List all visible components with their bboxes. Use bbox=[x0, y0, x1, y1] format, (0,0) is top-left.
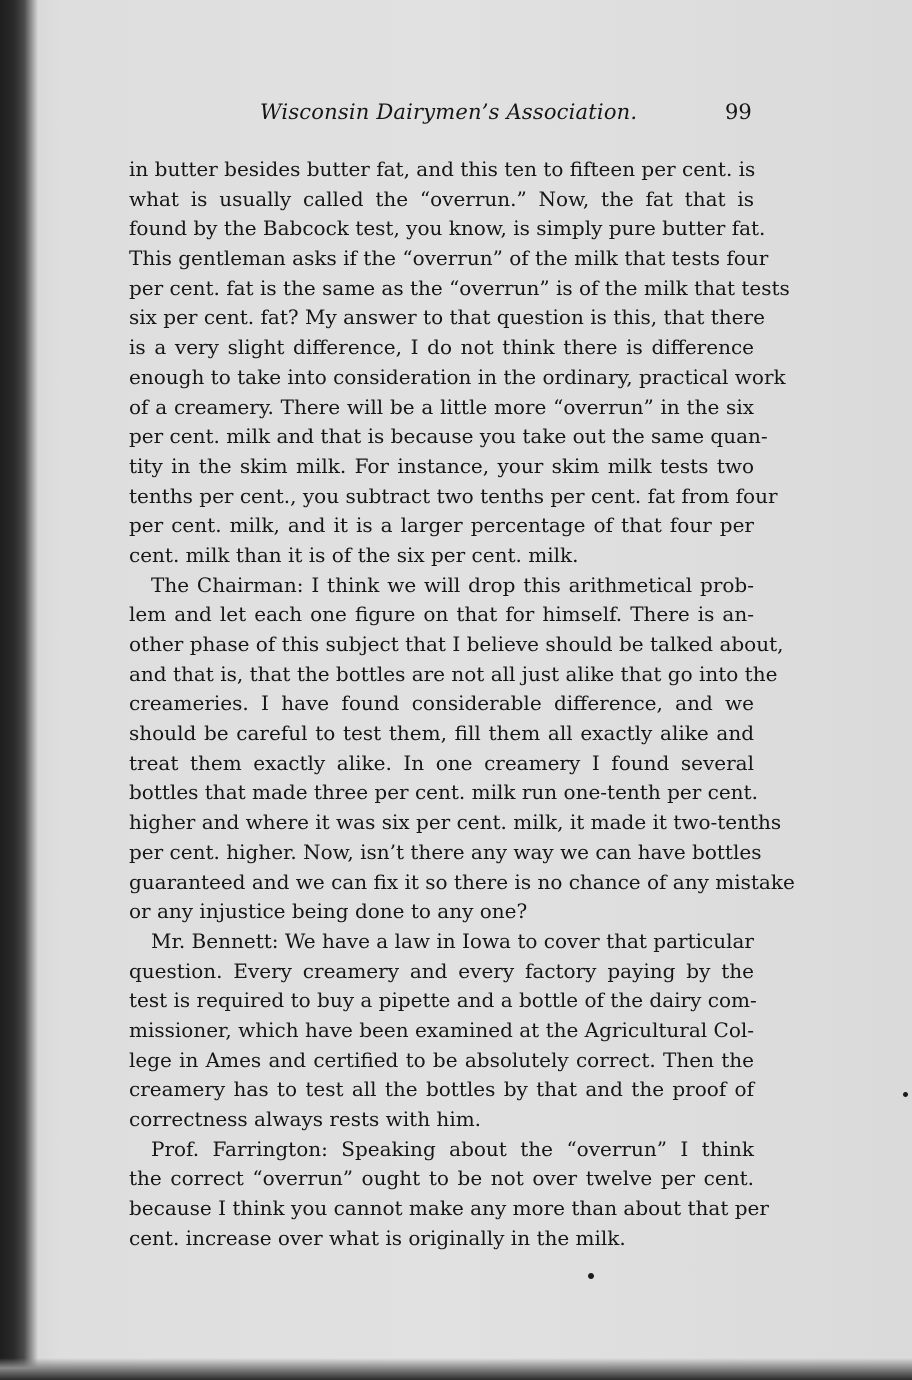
text-line: guaranteed and we can fix it so there is no chance of any mistake bbox=[129, 869, 795, 894]
text-line: because I think you cannot make any more than about that per bbox=[129, 1196, 769, 1221]
text-line: per cent. higher. Now, isn’t there any way we can have bottles bbox=[129, 839, 762, 864]
text-line: correctness always rests with him. bbox=[129, 1107, 482, 1131]
text-line: found by the Babcock test, you know, is simply pure butter fat. bbox=[129, 216, 766, 241]
text-line: This gentleman asks if the “overrun” of the milk that tests four bbox=[129, 246, 769, 271]
paragraph bbox=[129, 155, 790, 571]
text-line: the correct “overrun” ought to be not over twelve per cent. bbox=[129, 1166, 754, 1191]
paragraph bbox=[129, 927, 757, 1135]
text-line: Prof. Farrington: Speaking about the “overrun” I think bbox=[151, 1136, 754, 1161]
ink-speck bbox=[588, 1273, 594, 1279]
text-line: question. Every creamery and every factory paying by the bbox=[129, 958, 754, 983]
text-line: per cent. fat is the same as the “overrun” is of the milk that tests bbox=[129, 275, 790, 300]
book-binding-shadow bbox=[0, 0, 38, 1380]
text-line: lem and let each one figure on that for himself. There is an- bbox=[129, 602, 754, 627]
text-line: cent. milk than it is of the six per cent. milk. bbox=[129, 542, 579, 567]
text-line: per cent. milk, and it is a larger percentage of that four per bbox=[129, 513, 754, 538]
text-line: creamery has to test all the bottles by that and the proof of bbox=[129, 1077, 754, 1102]
page-bottom-edge bbox=[0, 1358, 912, 1380]
text-line: The Chairman: I think we will drop this arithmetical prob- bbox=[151, 572, 754, 597]
text-line: in butter besides butter fat, and this ten to fifteen per cent. is bbox=[129, 157, 756, 181]
text-line: of a creamery. There will be a little more “overrun” in the six bbox=[129, 394, 754, 419]
text-line: and that is, that the bottles are not all just alike that go into the bbox=[129, 661, 778, 686]
text-line: test is required to buy a pipette and a bottle of the dairy com- bbox=[129, 988, 757, 1013]
text-line: tity in the skim milk. For instance, your skim milk tests two bbox=[129, 453, 754, 478]
text-line: enough to take into consideration in the ordinary, practical work bbox=[129, 364, 786, 389]
text-line: bottles that made three per cent. milk run one-tenth per cent. bbox=[129, 780, 758, 805]
page-number: 99 bbox=[725, 100, 752, 124]
text-line: should be careful to test them, fill them all exactly alike and bbox=[129, 721, 754, 746]
text-line: per cent. milk and that is because you take out the same quan- bbox=[129, 424, 768, 449]
text-line: higher and where it was six per cent. milk, it made it two-tenths bbox=[129, 810, 782, 835]
ink-speck bbox=[903, 1092, 908, 1097]
paragraph bbox=[129, 1135, 769, 1254]
text-line: lege in Ames and certified to be absolutely correct. Then the bbox=[129, 1047, 754, 1072]
body-text bbox=[129, 155, 795, 1253]
text-line: creameries. I have found considerable difference, and we bbox=[129, 691, 754, 716]
text-line: treat them exactly alike. In one creamery I found several bbox=[129, 750, 754, 775]
paragraph bbox=[129, 571, 795, 927]
text-line: cent. increase over what is originally in the milk. bbox=[129, 1225, 626, 1250]
text-line: six per cent. fat? My answer to that question is this, that there bbox=[129, 305, 765, 330]
text-line: what is usually called the “overrun.” Now, the fat that is bbox=[129, 186, 754, 211]
text-line: other phase of this subject that I believe should be talked about, bbox=[129, 632, 784, 656]
text-line: Mr. Bennett: We have a law in Iowa to cover that particular bbox=[151, 928, 754, 953]
text-line: tenths per cent., you subtract two tenths per cent. fat from four bbox=[129, 483, 778, 508]
text-line: or any injustice being done to any one? bbox=[129, 899, 528, 924]
text-line: is a very slight difference, I do not think there is difference bbox=[129, 335, 754, 360]
text-line: missioner, which have been examined at the Agricultural Col- bbox=[129, 1017, 755, 1042]
running-title: Wisconsin Dairymen’s Association. bbox=[260, 100, 638, 124]
